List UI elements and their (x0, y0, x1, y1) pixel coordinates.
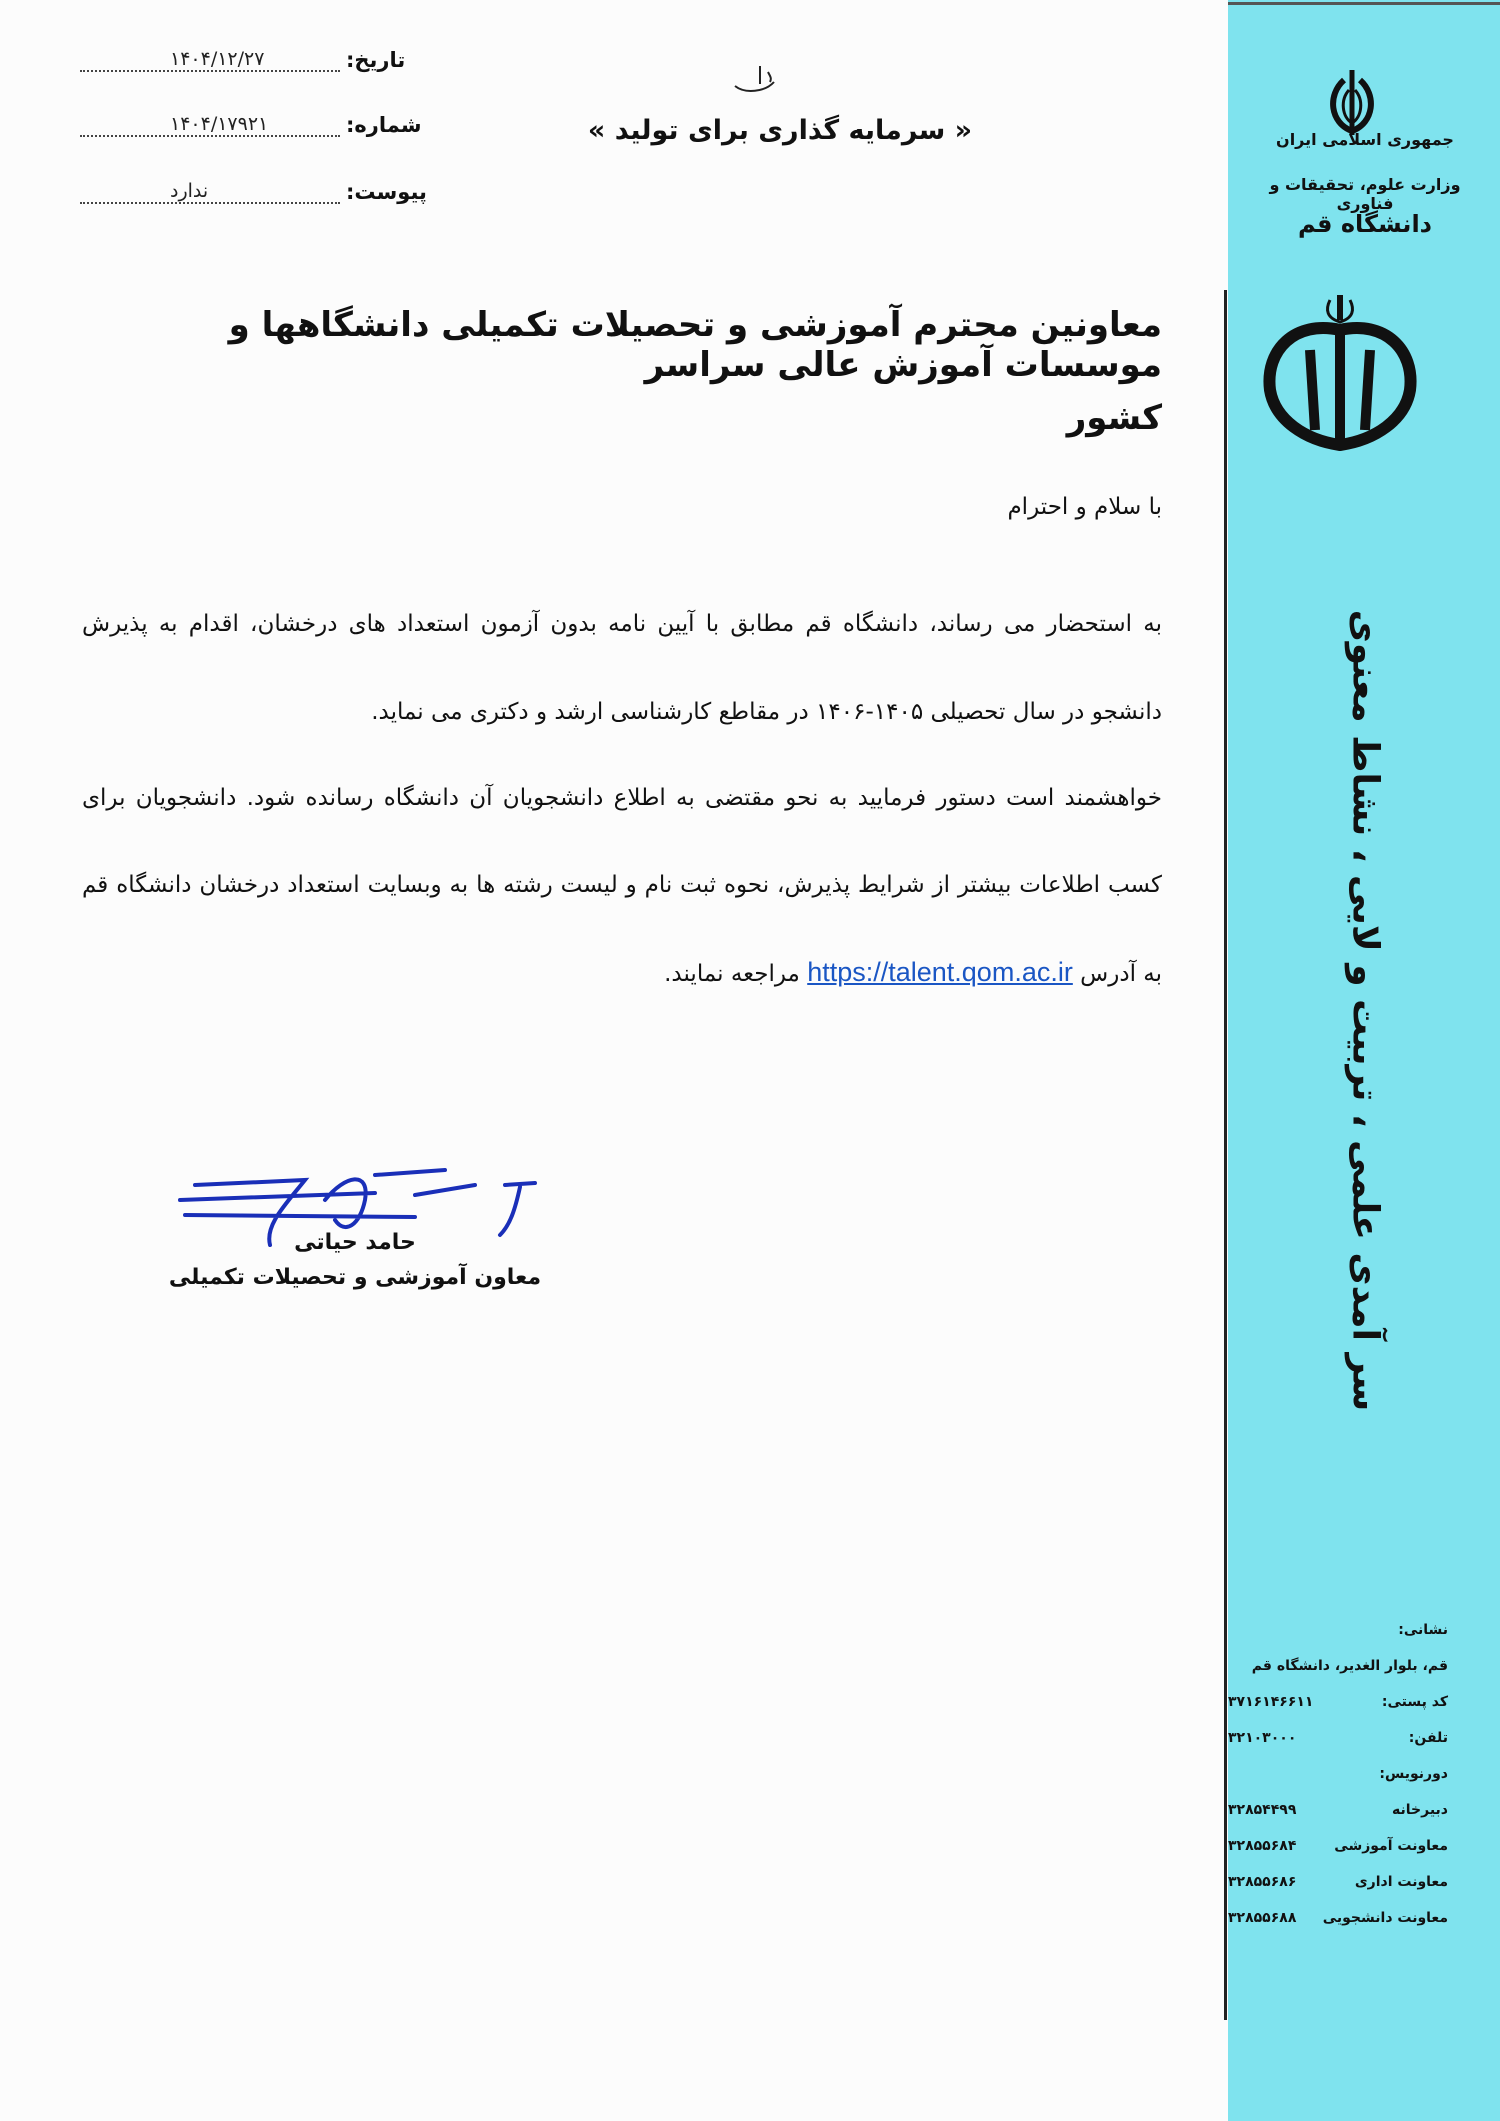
recipient-line-1: معاونین محترم آموزشی و تحصیلات تکمیلی دانشگاهها و موسسات آموزش عالی سراسر (228, 305, 1162, 385)
address-value: قم، بلوار الغدیر، دانشگاه قم (1251, 1658, 1448, 1674)
row-label: معاونت اداری (1354, 1874, 1448, 1890)
attachment-value: ندارد (80, 180, 340, 204)
row-label: معاونت آموزشی (1334, 1838, 1448, 1854)
row-label: معاونت دانشجویی (1322, 1910, 1448, 1926)
address-row (1228, 1828, 1448, 1864)
iran-emblem-icon (1322, 65, 1382, 140)
paragraph-1: به استحضار می رساند، دانشگاه قم مطابق با آیین نامه بدون آزمون استعداد های درخشان، اقدام به پذیرش دانشجو در سال تحصیلی ۱۴۰۵-۱۴۰۶ در مقاطع کارشناسی ارشد و دکتری می نماید. (82, 611, 1162, 725)
row-value: ۳۲۸۵۵۶۸۴ (1228, 1838, 1297, 1854)
address-block (1228, 1612, 1448, 1936)
row-label: دورنویس: (1379, 1766, 1448, 1782)
ministry-name: وزارت علوم، تحقیقات و فناوری (1269, 175, 1461, 213)
talent-website-link[interactable]: https://talent.qom.ac.ir (807, 957, 1073, 987)
date-value: ۱۴۰۴/۱۲/۲۷ (80, 48, 340, 72)
row-label: تلفن: (1408, 1730, 1448, 1746)
greeting: با سلام و احترام (1007, 494, 1162, 520)
row-label: کد پستی: (1381, 1694, 1448, 1710)
paragraph-2-end: مراجعه نمایند. (664, 961, 800, 987)
motto-vertical (1250, 609, 1480, 1411)
signatory-title: معاون آموزشی و تحصیلات تکمیلی (168, 1265, 542, 1290)
row-value: ۳۲۸۵۴۴۹۹ (1228, 1802, 1297, 1818)
university-name: دانشگاه قم (1297, 210, 1432, 238)
row-value: ۳۲۱۰۳۰۰۰ (1228, 1730, 1297, 1746)
sidebar-divider (1224, 290, 1227, 2020)
row-value: ۳۲۸۵۵۶۸۶ (1228, 1874, 1297, 1890)
number-field (80, 113, 422, 137)
bismillah-calligraphy-icon (730, 58, 780, 98)
address-row (1228, 1756, 1448, 1792)
attachment-label: پیوست: (346, 180, 427, 204)
row-label: دبیرخانه (1392, 1802, 1448, 1818)
date-field (80, 48, 405, 72)
attachment-field (80, 180, 427, 204)
number-value: ۱۴۰۴/۱۷۹۲۱ (80, 113, 340, 137)
address-row (1228, 1684, 1448, 1720)
address-row (1228, 1864, 1448, 1900)
row-value: ۳۲۸۵۵۶۸۸ (1228, 1910, 1297, 1926)
motto-text: سر آمدی علمی ، تربیت و لایی ، نشاط معنوی (1344, 609, 1386, 1411)
number-label: شماره: (346, 113, 422, 137)
signatory-name: حامد حیاتی (294, 1230, 416, 1255)
paragraph-2 (82, 755, 1162, 1018)
row-value: ۳۷۱۶۱۴۶۶۱۱ (1228, 1694, 1314, 1710)
university-logo-icon (1255, 290, 1425, 455)
slogan: « سرمایه گذاری برای تولید » (587, 115, 973, 146)
recipient-line-2: کشور (1066, 398, 1162, 438)
paragraph-2-text: خواهشمند است دستور فرمایید به نحو مقتضی به اطلاع دانشجویان آن دانشگاه رسانده شود. دانشجویان برای کسب اطلاعات بیشتر از شرایط پذیرش، نحوه ثبت نام و لیست رشته ها به وبسایت استعداد درخشان دانشگاه قم به آدرس (82, 785, 1162, 987)
country-name: جمهوری اسلامی ایران (1276, 130, 1454, 149)
date-label: تاریخ: (346, 48, 406, 72)
address-label: نشانی: (1398, 1622, 1448, 1638)
address-row (1228, 1792, 1448, 1828)
address-row (1228, 1720, 1448, 1756)
address-row (1228, 1900, 1448, 1936)
sidebar-top-border (1228, 2, 1500, 5)
